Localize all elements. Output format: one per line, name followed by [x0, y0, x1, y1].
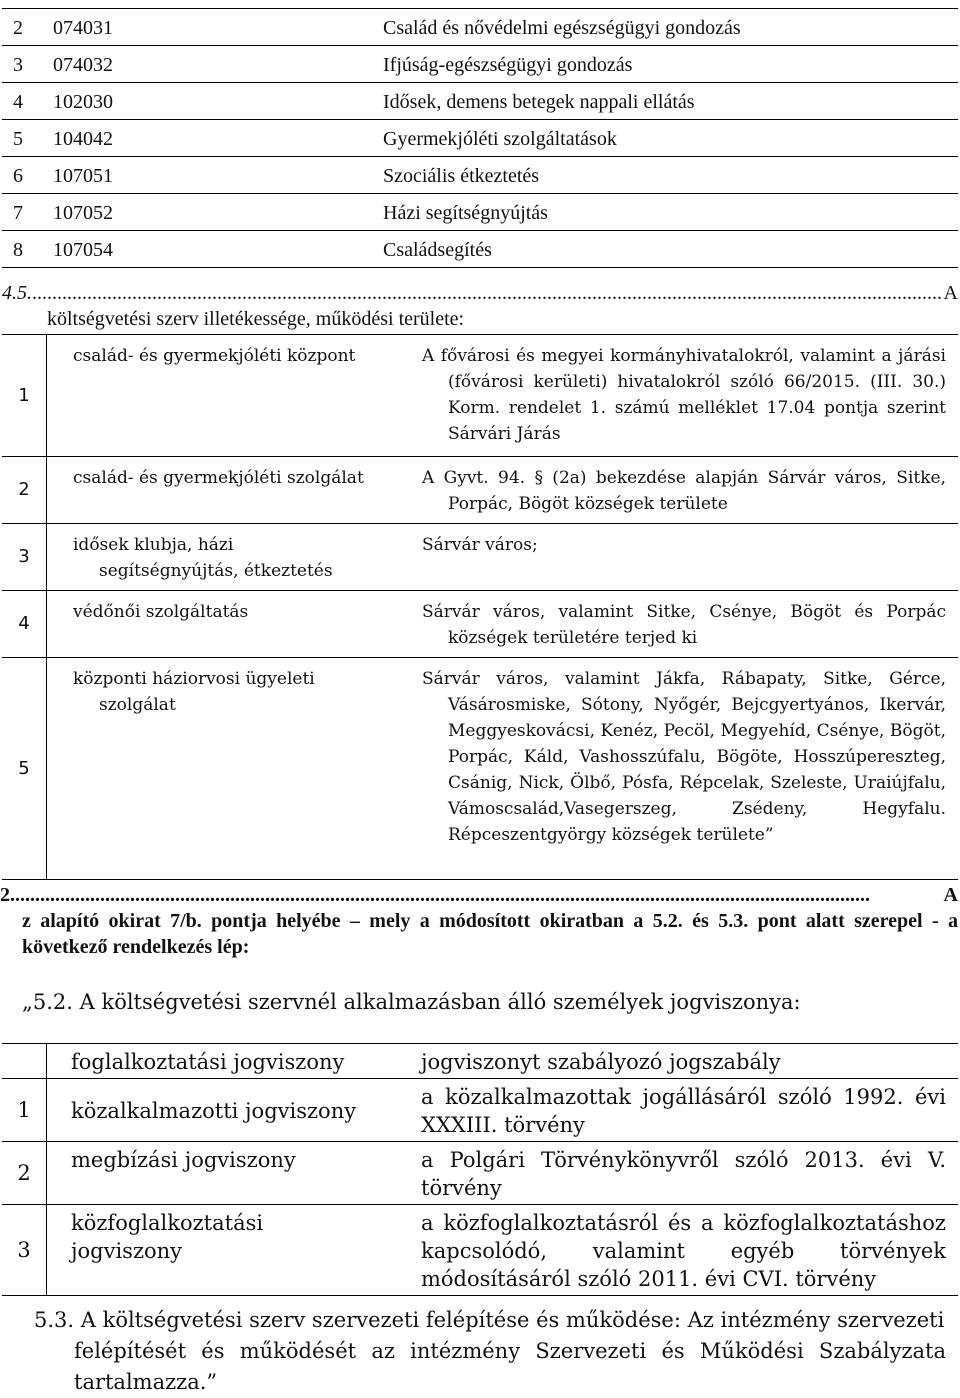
service-text: család- és gyermekjóléti szolgálat [73, 468, 364, 488]
area-text: Sárvár város; [422, 535, 538, 555]
table-row [2, 231, 958, 268]
governing-law: a Polgári Törvénykönyvről szóló 2013. évi V. törvény [385, 1142, 958, 1205]
employment-type: közfoglalkoztatási jogviszony [47, 1205, 386, 1296]
service-name [47, 658, 375, 880]
row-number: 1 [2, 1079, 47, 1142]
row-number: 5 [2, 120, 53, 157]
table-row [2, 46, 958, 83]
service-text: központi háziorvosi ügyeleti szolgálat [73, 669, 315, 715]
area-text: Sárvár város, valamint Jákfa, Rábapaty, Sitke, Gérce, Vásárosmiske, Sótony, Nyőgér, Bejcgyertyános, Ikervár, Meggyeskovácsi, Kenéz, Pecöl, Megyehíd, Csénye, Bögöt, Porpác, Káld, Vashosszúfalu, Bögöte, Hosszúpereszteg, Csánig, Nick, Ölbő, Pósfa, Répcelak, Szeleste, Uraiújfalu, Vámoscsalád,Vasegerszeg, Zsédeny, Hegyfalu. Répceszentgyörgy községek területe” [422, 669, 946, 845]
header-law: jogviszonyt szabályozó jogszabály [385, 1044, 958, 1079]
employment-relation-table [2, 1043, 958, 1296]
governing-law: a közalkalmazottak jogállásáról szóló 1992. évi XXXIII. törvény [385, 1079, 958, 1142]
row-number: 2 [2, 9, 53, 46]
activity-name: Ifjúság-egészségügyi gondozás [359, 46, 958, 83]
paragraph-5-3-rest: felépítését és működését az intézmény Szervezeti és Működési Szabályzata tartalmazza.” [74, 1339, 946, 1394]
activity-name: Család és nővédelmi egészségügyi gondozás [359, 9, 958, 46]
section-4-5-heading [2, 280, 958, 332]
row-number: 4 [2, 83, 53, 120]
activity-code: 107052 [53, 194, 359, 231]
area-text: Sárvár város, valamint Sitke, Csénye, Bögöt és Porpác községek területére terjed ki [422, 602, 946, 648]
paragraph-5-3-first: 5.3. A költségvetési szerv szervezeti felépítése és működése: Az intézmény szervezeti [34, 1308, 945, 1332]
table-row [2, 1205, 958, 1296]
employment-type: megbízási jogviszony [47, 1142, 386, 1205]
table-row [2, 591, 958, 658]
service-name [47, 591, 375, 658]
activity-code: 074032 [53, 46, 359, 83]
row-number: 4 [2, 591, 47, 658]
activity-code: 107051 [53, 157, 359, 194]
service-text: védőnői szolgáltatás [73, 602, 249, 622]
activity-name: Családsegítés [359, 231, 958, 268]
activity-code: 074031 [53, 9, 359, 46]
row-number: 8 [2, 231, 53, 268]
table-row [2, 457, 958, 524]
section-2-heading [0, 882, 958, 960]
table-row [2, 335, 958, 457]
competence-area [374, 591, 958, 658]
paragraph-5-3 [34, 1305, 946, 1398]
table-row [2, 120, 958, 157]
table-header-row [2, 1044, 958, 1079]
activity-name: Gyermekjóléti szolgáltatások [359, 120, 958, 157]
service-name [47, 457, 375, 524]
row-number: 6 [2, 157, 53, 194]
competence-area [374, 524, 958, 591]
leader-dots: ........................................................................................................................................................................... [15, 884, 870, 906]
row-number: 5 [2, 658, 47, 880]
area-text: A fővárosi és megyei kormányhivatalokról, valamint a járási (fővárosi kerületi) hivatalokról szóló 66/2015. (III. 30.) Korm. rendelet 1. számú melléklet 17.04 pontja szerint Sárvári Járás [422, 346, 946, 444]
service-text: család- és gyermekjóléti központ [73, 346, 356, 366]
table-row [2, 1079, 958, 1142]
table-row [2, 83, 958, 120]
activity-code: 102030 [53, 83, 359, 120]
section-number: 2. [0, 884, 15, 906]
competence-area-table [2, 334, 958, 880]
row-number: 2 [2, 1142, 47, 1205]
competence-area [374, 658, 958, 880]
table-row [2, 157, 958, 194]
service-text: idősek klubja, házi segítségnyújtás, étkeztetés [73, 535, 333, 581]
row-number: 3 [2, 46, 53, 83]
activity-code-table [2, 8, 958, 268]
activity-code: 104042 [53, 120, 359, 157]
row-number: 3 [2, 1205, 47, 1296]
table-row [2, 9, 958, 46]
governing-law: a közfoglalkoztatásról és a közfoglalkoztatáshoz kapcsolódó, valamint egyéb törvények módosításáról szóló 2011. évi CVI. törvény [385, 1205, 958, 1296]
table-row [2, 1142, 958, 1205]
header-type: foglalkoztatási jogviszony [47, 1044, 386, 1079]
leader-dots: ...................................................................................................................................................................................... [32, 282, 942, 304]
row-number: 2 [2, 457, 47, 524]
section-title-continuation: z alapító okirat 7/b. pontja helyébe – mely a módosított okiratban a 5.2. és 5.3. pont alatt szerepel - a következő rendelkezés lép: [22, 910, 958, 958]
table-row [2, 524, 958, 591]
table-row [2, 658, 958, 880]
competence-area [374, 335, 958, 457]
activity-name: Szociális étkeztetés [359, 157, 958, 194]
row-number: 1 [2, 335, 47, 457]
table-row [2, 194, 958, 231]
section-title-continuation: költségvetési szerv illetékessége, működési területe: [47, 308, 465, 330]
row-number: 7 [2, 194, 53, 231]
activity-name: Idősek, demens betegek nappali ellátás [359, 83, 958, 120]
service-name [47, 524, 375, 591]
competence-area [374, 457, 958, 524]
row-number: 3 [2, 524, 47, 591]
section-title-start: A [943, 282, 958, 304]
employment-type: közalkalmazotti jogviszony [47, 1079, 386, 1142]
section-title-start: A [943, 884, 958, 906]
paragraph-5-2: „5.2. A költségvetési szervnél alkalmazásban álló személyek jogviszonya: [22, 990, 801, 1014]
table-cell-num [2, 1044, 47, 1079]
activity-code: 107054 [53, 231, 359, 268]
service-name [47, 335, 375, 457]
activity-name: Házi segítségnyújtás [359, 194, 958, 231]
section-number: 4.5. [2, 282, 32, 304]
area-text: A Gyvt. 94. § (2a) bekezdése alapján Sárvár város, Sitke, Porpác, Bögöt községek területe [422, 468, 946, 514]
